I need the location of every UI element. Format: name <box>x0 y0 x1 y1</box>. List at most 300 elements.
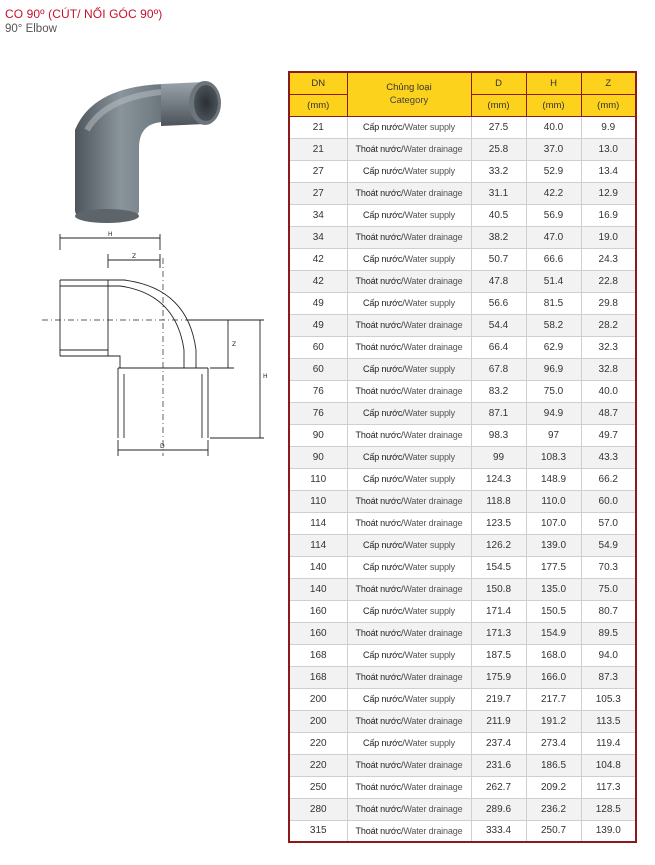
cell-h: 273.4 <box>526 732 581 754</box>
header-d-unit: (mm) <box>471 94 526 116</box>
category-separator: / <box>402 210 405 220</box>
category-separator: / <box>400 825 404 836</box>
category-separator: / <box>400 320 404 330</box>
cell-d: 83.2 <box>471 380 526 402</box>
cell-d: 237.4 <box>471 732 526 754</box>
header-category <box>347 72 471 116</box>
category-separator: / <box>400 144 404 154</box>
category-separator: / <box>402 364 405 374</box>
page-subtitle: 90° Elbow <box>5 23 57 35</box>
table-body <box>289 116 636 842</box>
cell-category <box>347 754 471 776</box>
cell-z: 16.9 <box>581 204 636 226</box>
category-vn: Thoát nước <box>355 804 401 814</box>
cell-dn: 280 <box>289 798 347 820</box>
category-separator: / <box>402 606 405 616</box>
cell-category <box>347 512 471 534</box>
cell-category <box>347 446 471 468</box>
cell-dn: 315 <box>289 820 347 842</box>
cell-category <box>347 424 471 446</box>
cell-category <box>347 644 471 666</box>
cell-h: 250.7 <box>526 820 581 842</box>
cell-d: 123.5 <box>471 512 526 534</box>
cell-dn: 49 <box>289 314 347 336</box>
cell-h: 47.0 <box>526 226 581 248</box>
cell-dn: 114 <box>289 512 347 534</box>
cell-category <box>347 204 471 226</box>
cell-z: 32.3 <box>581 336 636 358</box>
cell-z: 87.3 <box>581 666 636 688</box>
category-vn: Cấp nước <box>363 298 403 308</box>
cell-z: 12.9 <box>581 182 636 204</box>
cell-h: 108.3 <box>526 446 581 468</box>
cell-d: 150.8 <box>471 578 526 600</box>
category-separator: / <box>402 452 405 462</box>
category-separator: / <box>400 188 404 198</box>
header-category-vn: Chủng loại <box>386 82 432 94</box>
category-en: Water supply <box>404 606 455 616</box>
table-row <box>289 798 636 820</box>
table-row <box>289 402 636 424</box>
cell-z: 48.7 <box>581 402 636 424</box>
table-row <box>289 820 636 842</box>
category-separator: / <box>402 298 405 308</box>
cell-dn: 140 <box>289 578 347 600</box>
cell-h: 191.2 <box>526 710 581 732</box>
cell-z: 49.7 <box>581 424 636 446</box>
header-dn: DN <box>289 72 347 94</box>
cell-category <box>347 380 471 402</box>
header-d: D <box>471 72 526 94</box>
cell-h: 236.2 <box>526 798 581 820</box>
category-vn: Thoát nước <box>355 188 401 198</box>
cell-h: 40.0 <box>526 116 581 138</box>
cell-d: 56.6 <box>471 292 526 314</box>
cell-dn: 42 <box>289 270 347 292</box>
table-row <box>289 512 636 534</box>
cell-d: 289.6 <box>471 798 526 820</box>
category-vn: Cấp nước <box>363 650 403 660</box>
cell-category <box>347 336 471 358</box>
category-en: Water drainage <box>403 342 463 352</box>
cell-d: 27.5 <box>471 116 526 138</box>
cell-d: 124.3 <box>471 468 526 490</box>
cell-z: 43.3 <box>581 446 636 468</box>
category-vn: Thoát nước <box>355 496 401 506</box>
category-en: Water supply <box>404 562 455 572</box>
table-row <box>289 226 636 248</box>
cell-z: 117.3 <box>581 776 636 798</box>
table-row <box>289 776 636 798</box>
cell-z: 22.8 <box>581 270 636 292</box>
cell-z: 60.0 <box>581 490 636 512</box>
category-vn: Thoát nước <box>355 342 401 352</box>
table-row <box>289 248 636 270</box>
cell-z: 89.5 <box>581 622 636 644</box>
cell-h: 37.0 <box>526 138 581 160</box>
header-h-unit: (mm) <box>526 94 581 116</box>
cell-category <box>347 248 471 270</box>
category-vn: Thoát nước <box>355 232 401 242</box>
table-row <box>289 270 636 292</box>
category-en: Water drainage <box>403 232 463 242</box>
category-vn: Cấp nước <box>363 738 403 748</box>
category-en: Water drainage <box>403 804 463 814</box>
category-separator: / <box>400 232 404 242</box>
cell-z: 128.5 <box>581 798 636 820</box>
category-separator: / <box>400 430 404 440</box>
elbow-photo <box>65 70 235 230</box>
cell-h: 75.0 <box>526 380 581 402</box>
category-vn: Thoát nước <box>355 672 401 682</box>
cell-z: 105.3 <box>581 688 636 710</box>
category-separator: / <box>400 760 404 770</box>
table-row <box>289 490 636 512</box>
cell-d: 50.7 <box>471 248 526 270</box>
cell-d: 33.2 <box>471 160 526 182</box>
cell-d: 118.8 <box>471 490 526 512</box>
category-vn: Thoát nước <box>355 760 401 770</box>
category-en: Water drainage <box>403 496 463 506</box>
cell-dn: 27 <box>289 160 347 182</box>
cell-dn: 110 <box>289 468 347 490</box>
category-vn: Cấp nước <box>363 606 403 616</box>
cell-h: 94.9 <box>526 402 581 424</box>
category-vn: Thoát nước <box>355 430 401 440</box>
cell-h: 110.0 <box>526 490 581 512</box>
category-en: Water drainage <box>403 430 463 440</box>
category-en: Water drainage <box>403 628 463 638</box>
cell-z: 54.9 <box>581 534 636 556</box>
cell-dn: 200 <box>289 710 347 732</box>
cell-d: 54.4 <box>471 314 526 336</box>
category-separator: / <box>402 408 405 418</box>
category-separator: / <box>402 254 405 264</box>
cell-category <box>347 160 471 182</box>
cell-h: 56.9 <box>526 204 581 226</box>
cell-category <box>347 534 471 556</box>
category-en: Water drainage <box>403 782 463 792</box>
cell-category <box>347 622 471 644</box>
category-separator: / <box>400 518 404 528</box>
category-vn: Cấp nước <box>363 122 403 132</box>
cell-d: 126.2 <box>471 534 526 556</box>
cell-z: 19.0 <box>581 226 636 248</box>
table-row <box>289 204 636 226</box>
category-en: Water supply <box>404 452 455 462</box>
cell-h: 107.0 <box>526 512 581 534</box>
category-vn: Thoát nước <box>355 782 401 792</box>
table-row <box>289 358 636 380</box>
cell-h: 52.9 <box>526 160 581 182</box>
category-vn: Thoát nước <box>355 386 401 396</box>
cell-z: 29.8 <box>581 292 636 314</box>
category-vn: Cấp nước <box>363 452 403 462</box>
cell-h: 186.5 <box>526 754 581 776</box>
cell-category <box>347 138 471 160</box>
category-en: Water drainage <box>403 716 463 726</box>
cell-z: 113.5 <box>581 710 636 732</box>
label-h-top: H <box>108 231 113 238</box>
cell-dn: 168 <box>289 644 347 666</box>
cell-d: 187.5 <box>471 644 526 666</box>
table-row <box>289 600 636 622</box>
cell-category <box>347 490 471 512</box>
table-row <box>289 336 636 358</box>
category-separator: / <box>402 650 405 660</box>
cell-d: 67.8 <box>471 358 526 380</box>
cell-h: 154.9 <box>526 622 581 644</box>
category-en: Water supply <box>404 210 455 220</box>
cell-d: 211.9 <box>471 710 526 732</box>
cell-d: 47.8 <box>471 270 526 292</box>
category-en: Water drainage <box>403 320 463 330</box>
category-separator: / <box>400 782 404 792</box>
cell-d: 31.1 <box>471 182 526 204</box>
label-h-right: H <box>263 373 268 380</box>
category-vn: Cấp nước <box>363 210 403 220</box>
cell-category <box>347 314 471 336</box>
table-row <box>289 380 636 402</box>
cell-d: 231.6 <box>471 754 526 776</box>
category-en: Water supply <box>404 364 455 374</box>
cell-z: 28.2 <box>581 314 636 336</box>
cell-category <box>347 116 471 138</box>
category-separator: / <box>400 672 404 682</box>
category-en: Water drainage <box>403 386 463 396</box>
cell-h: 58.2 <box>526 314 581 336</box>
cell-h: 42.2 <box>526 182 581 204</box>
header-z: Z <box>581 72 636 94</box>
cell-category <box>347 688 471 710</box>
category-en: Water supply <box>404 254 455 264</box>
cell-category <box>347 732 471 754</box>
cell-z: 139.0 <box>581 820 636 842</box>
cell-dn: 34 <box>289 204 347 226</box>
cell-h: 209.2 <box>526 776 581 798</box>
category-en: Water drainage <box>403 188 463 198</box>
category-en: Water supply <box>404 122 455 132</box>
cell-dn: 76 <box>289 402 347 424</box>
category-en: Water supply <box>404 166 455 176</box>
category-en: Water supply <box>404 540 455 550</box>
page-title: CO 90º (CÚT/ NỐI GÓC 90º) <box>5 7 163 21</box>
cell-h: 168.0 <box>526 644 581 666</box>
table-row <box>289 292 636 314</box>
category-separator: / <box>400 628 404 638</box>
cell-h: 177.5 <box>526 556 581 578</box>
cell-h: 148.9 <box>526 468 581 490</box>
cell-dn: 42 <box>289 248 347 270</box>
category-en: Water drainage <box>403 760 463 770</box>
table-row <box>289 622 636 644</box>
cell-dn: 21 <box>289 116 347 138</box>
cell-d: 66.4 <box>471 336 526 358</box>
category-vn: Cấp nước <box>363 694 403 704</box>
cell-dn: 60 <box>289 358 347 380</box>
cell-dn: 34 <box>289 226 347 248</box>
category-separator: / <box>402 540 405 550</box>
cell-category <box>347 666 471 688</box>
category-en: Water drainage <box>403 825 463 836</box>
category-en: Water drainage <box>403 276 463 286</box>
cell-category <box>347 270 471 292</box>
cell-category <box>347 556 471 578</box>
category-en: Water supply <box>404 474 455 484</box>
cell-category <box>347 578 471 600</box>
cell-z: 70.3 <box>581 556 636 578</box>
cell-z: 119.4 <box>581 732 636 754</box>
cell-category <box>347 798 471 820</box>
cell-h: 97 <box>526 424 581 446</box>
cell-h: 135.0 <box>526 578 581 600</box>
cell-z: 13.4 <box>581 160 636 182</box>
table-row <box>289 578 636 600</box>
header-dn-unit: (mm) <box>289 94 347 116</box>
cell-d: 38.2 <box>471 226 526 248</box>
table-row <box>289 754 636 776</box>
cell-z: 75.0 <box>581 578 636 600</box>
cell-d: 98.3 <box>471 424 526 446</box>
category-separator: / <box>400 386 404 396</box>
cell-d: 171.3 <box>471 622 526 644</box>
category-en: Water drainage <box>403 144 463 154</box>
category-separator: / <box>400 496 404 506</box>
cell-dn: 49 <box>289 292 347 314</box>
table-row <box>289 710 636 732</box>
category-separator: / <box>402 474 405 484</box>
cell-dn: 27 <box>289 182 347 204</box>
cell-z: 24.3 <box>581 248 636 270</box>
category-en: Water supply <box>404 408 455 418</box>
label-z-top: Z <box>132 253 137 260</box>
cell-z: 80.7 <box>581 600 636 622</box>
category-vn: Thoát nước <box>355 276 401 286</box>
cell-category <box>347 776 471 798</box>
category-separator: / <box>400 804 404 814</box>
cell-dn: 90 <box>289 446 347 468</box>
cell-z: 13.0 <box>581 138 636 160</box>
cell-d: 219.7 <box>471 688 526 710</box>
table-row <box>289 446 636 468</box>
category-vn: Cấp nước <box>363 540 403 550</box>
cell-z: 57.0 <box>581 512 636 534</box>
category-en: Water supply <box>404 650 455 660</box>
cell-d: 25.8 <box>471 138 526 160</box>
cell-category <box>347 402 471 424</box>
header-category-en: Category <box>389 95 429 107</box>
cell-h: 166.0 <box>526 666 581 688</box>
category-vn: Thoát nước <box>355 825 401 836</box>
header-z-unit: (mm) <box>581 94 636 116</box>
label-d-bottom: D <box>160 443 165 450</box>
cell-dn: 220 <box>289 754 347 776</box>
cell-category <box>347 226 471 248</box>
cell-dn: 21 <box>289 138 347 160</box>
category-en: Water drainage <box>403 672 463 682</box>
category-separator: / <box>400 584 404 594</box>
cell-z: 9.9 <box>581 116 636 138</box>
cell-d: 40.5 <box>471 204 526 226</box>
cell-dn: 114 <box>289 534 347 556</box>
category-vn: Cấp nước <box>363 562 403 572</box>
category-vn: Cấp nước <box>363 254 403 264</box>
table-row <box>289 556 636 578</box>
category-vn: Cấp nước <box>363 166 403 176</box>
table-row <box>289 160 636 182</box>
category-vn: Cấp nước <box>363 364 403 374</box>
table-row <box>289 688 636 710</box>
cell-category <box>347 820 471 842</box>
cell-h: 62.9 <box>526 336 581 358</box>
category-vn: Cấp nước <box>363 474 403 484</box>
category-vn: Thoát nước <box>355 320 401 330</box>
category-separator: / <box>400 716 404 726</box>
cell-dn: 250 <box>289 776 347 798</box>
category-vn: Cấp nước <box>363 408 403 418</box>
cell-category <box>347 182 471 204</box>
elbow-dimension-drawing <box>38 228 278 458</box>
cell-d: 175.9 <box>471 666 526 688</box>
header-h: H <box>526 72 581 94</box>
cell-dn: 160 <box>289 600 347 622</box>
cell-dn: 110 <box>289 490 347 512</box>
category-vn: Thoát nước <box>355 628 401 638</box>
cell-d: 87.1 <box>471 402 526 424</box>
table-row <box>289 644 636 666</box>
category-vn: Thoát nước <box>355 584 401 594</box>
cell-z: 40.0 <box>581 380 636 402</box>
cell-h: 150.5 <box>526 600 581 622</box>
cell-dn: 60 <box>289 336 347 358</box>
cell-d: 99 <box>471 446 526 468</box>
cell-h: 66.6 <box>526 248 581 270</box>
table-row <box>289 666 636 688</box>
category-en: Water supply <box>404 738 455 748</box>
cell-category <box>347 600 471 622</box>
category-en: Water drainage <box>403 584 463 594</box>
table-row <box>289 314 636 336</box>
cell-h: 139.0 <box>526 534 581 556</box>
cell-h: 96.9 <box>526 358 581 380</box>
cell-category <box>347 468 471 490</box>
cell-z: 104.8 <box>581 754 636 776</box>
cell-d: 154.5 <box>471 556 526 578</box>
cell-dn: 220 <box>289 732 347 754</box>
table-row <box>289 138 636 160</box>
cell-dn: 168 <box>289 666 347 688</box>
table-row <box>289 534 636 556</box>
category-vn: Thoát nước <box>355 144 401 154</box>
cell-h: 51.4 <box>526 270 581 292</box>
category-en: Water supply <box>404 694 455 704</box>
category-en: Water supply <box>404 298 455 308</box>
table-row <box>289 732 636 754</box>
cell-dn: 160 <box>289 622 347 644</box>
cell-dn: 90 <box>289 424 347 446</box>
cell-z: 94.0 <box>581 644 636 666</box>
category-separator: / <box>402 166 405 176</box>
category-vn: Thoát nước <box>355 716 401 726</box>
cell-dn: 140 <box>289 556 347 578</box>
spec-table <box>288 71 637 843</box>
category-separator: / <box>400 342 404 352</box>
category-separator: / <box>402 562 405 572</box>
category-separator: / <box>402 122 405 132</box>
category-separator: / <box>402 694 405 704</box>
table-row <box>289 424 636 446</box>
cell-dn: 76 <box>289 380 347 402</box>
